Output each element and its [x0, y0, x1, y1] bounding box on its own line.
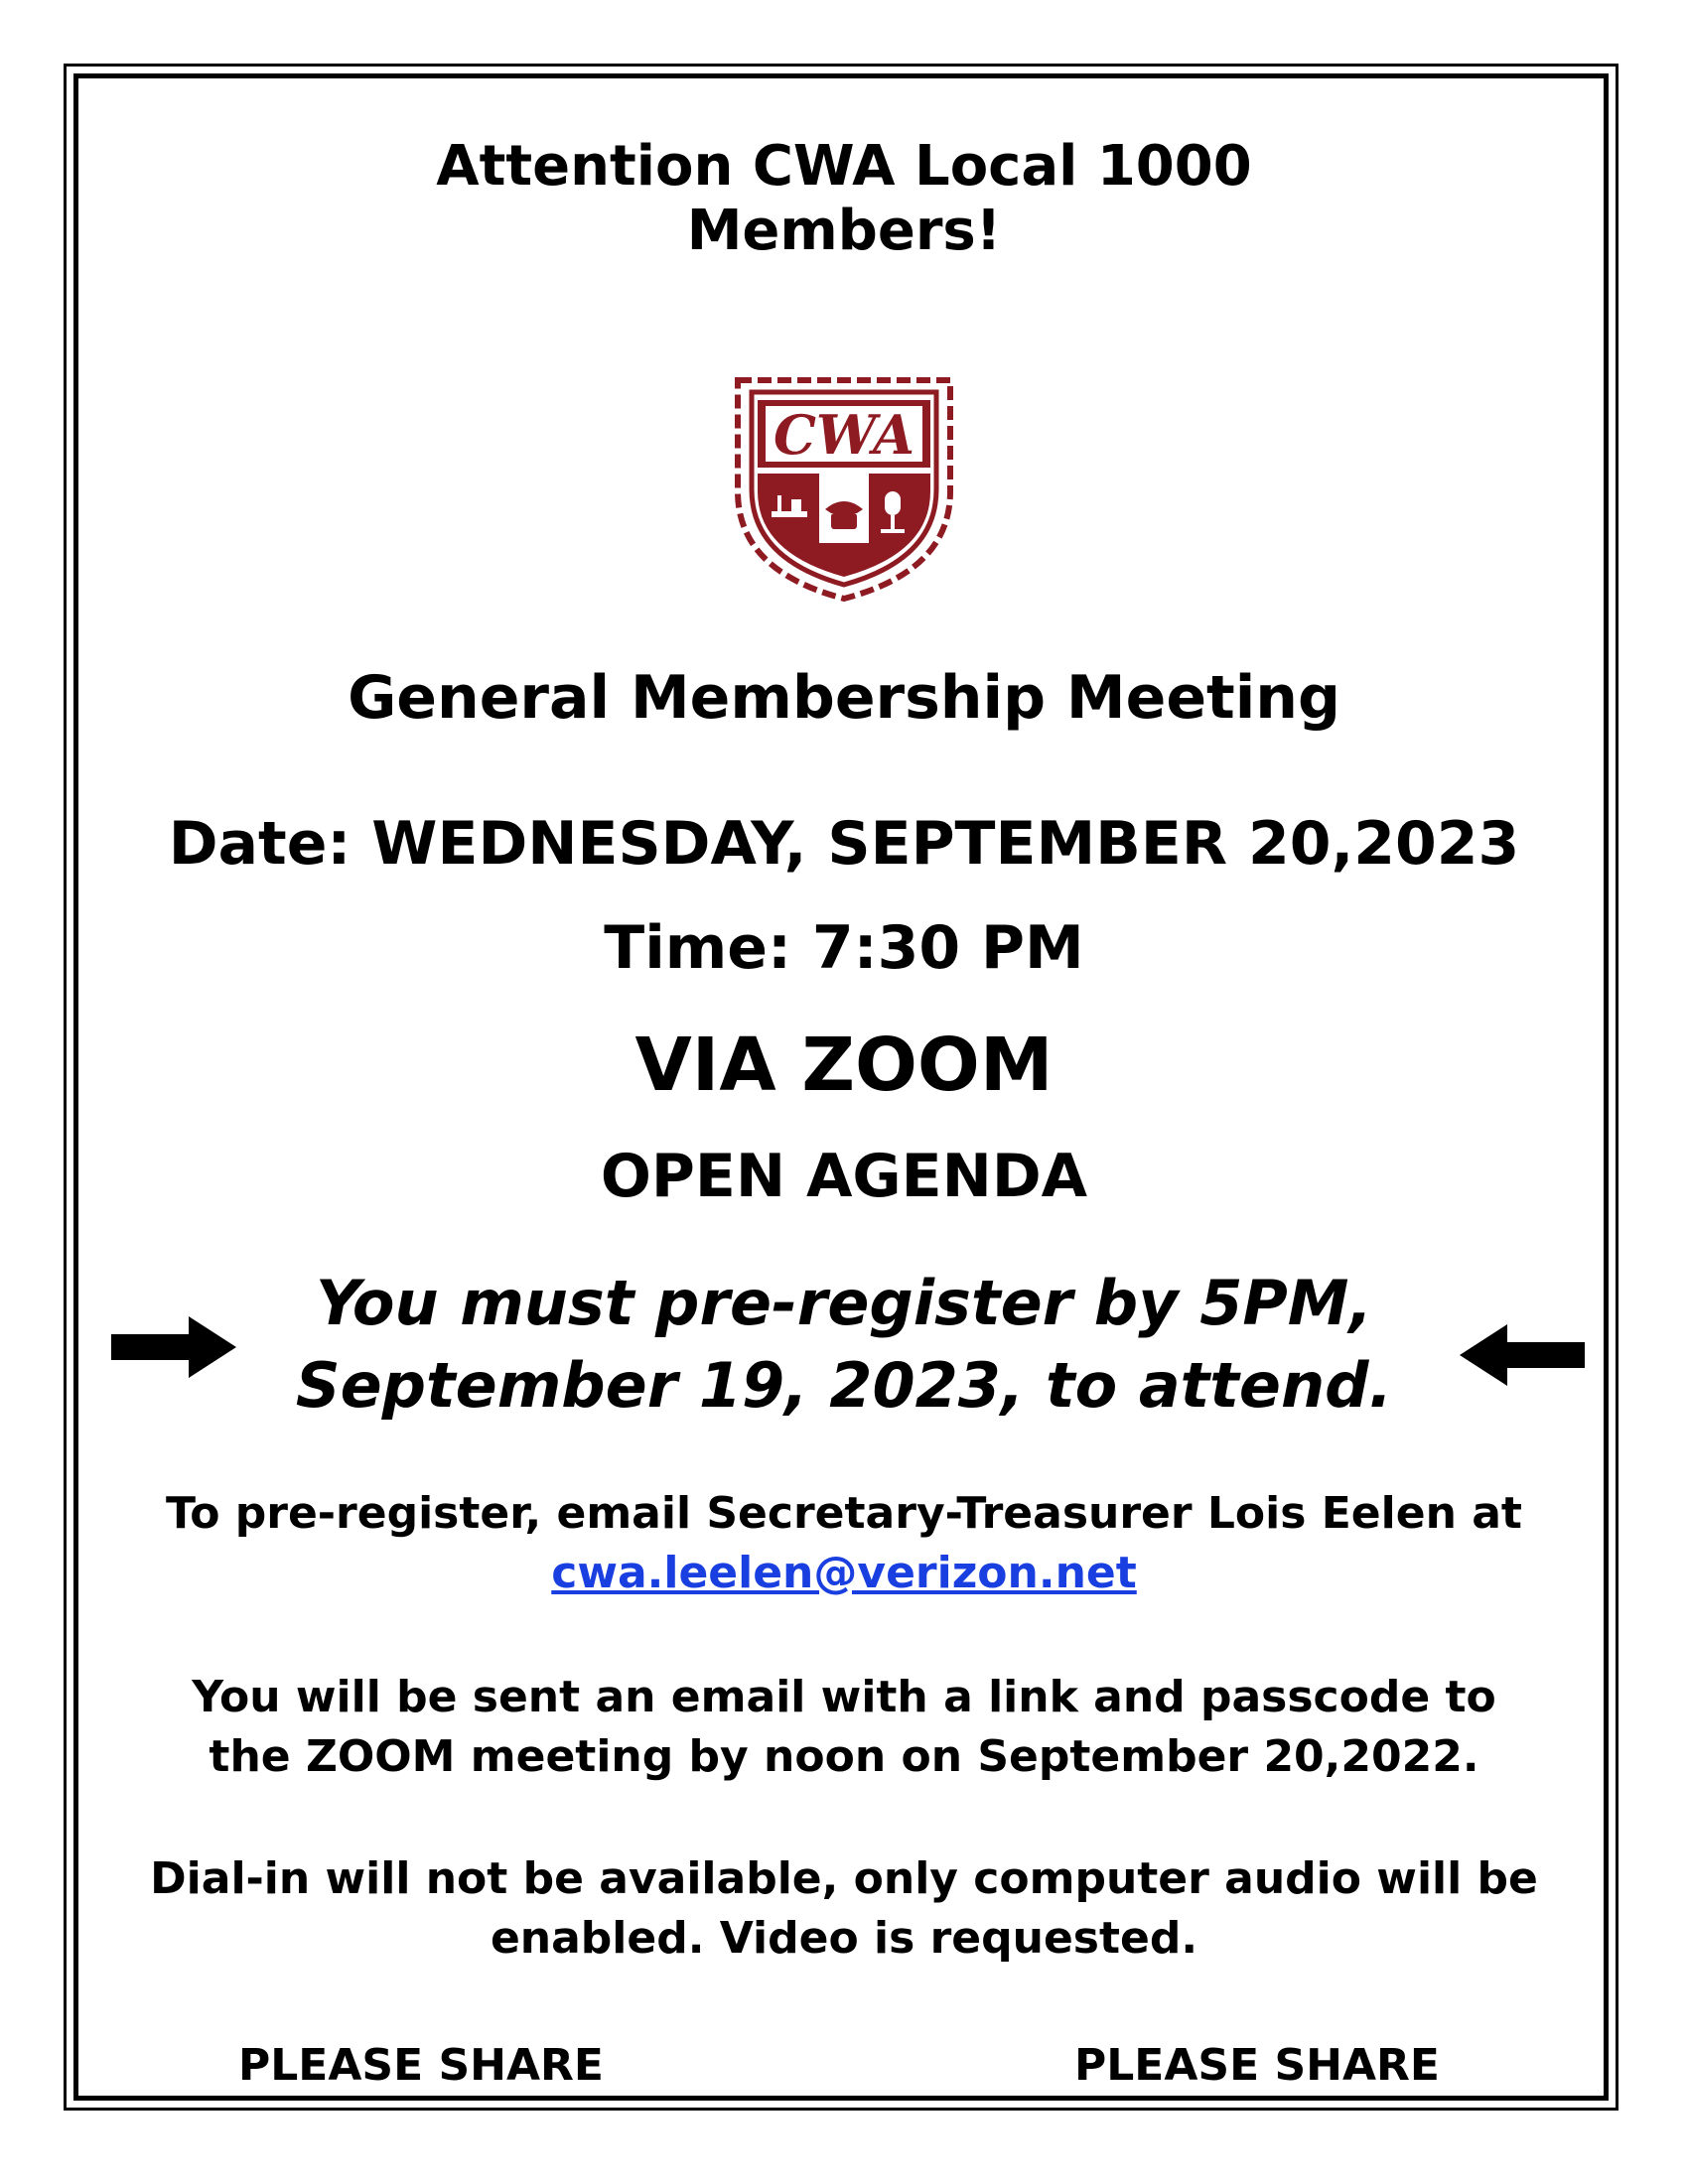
share-right: PLEASE SHARE	[1074, 2040, 1440, 2091]
meeting-via: VIA ZOOM	[634, 1023, 1054, 1108]
email-link[interactable]: cwa.leelen@verizon.net	[551, 1548, 1137, 1598]
heading-line-2: Members!	[686, 199, 1002, 263]
cwa-logo	[720, 362, 968, 606]
dialin-line-1: Dial-in will not be available, only computer audio will be	[150, 1853, 1538, 1904]
notice-line-2: the ZOOM meeting by noon on September 20,2022.	[209, 1731, 1479, 1782]
meeting-title: General Membership Meeting	[348, 663, 1340, 733]
meeting-time: Time: 7:30 PM	[604, 913, 1084, 983]
preregister-line-2: September 19, 2023, to attend.	[295, 1349, 1393, 1422]
instructions-line-1: To pre-register, email Secretary-Treasurer Lois Eelen at	[166, 1488, 1522, 1539]
logo-text: CWA	[773, 403, 915, 467]
meeting-agenda: OPEN AGENDA	[600, 1142, 1088, 1211]
share-left: PLEASE SHARE	[238, 2040, 604, 2091]
meeting-date: Date: WEDNESDAY, SEPTEMBER 20,2023	[168, 809, 1520, 879]
preregister-line-1: You must pre-register by 5PM,	[315, 1267, 1373, 1339]
dialin-line-2: enabled. Video is requested.	[490, 1913, 1198, 1964]
notice-line-1: You will be sent an email with a link and passcode to	[192, 1672, 1496, 1722]
heading-line-1: Attention CWA Local 1000	[436, 134, 1252, 199]
